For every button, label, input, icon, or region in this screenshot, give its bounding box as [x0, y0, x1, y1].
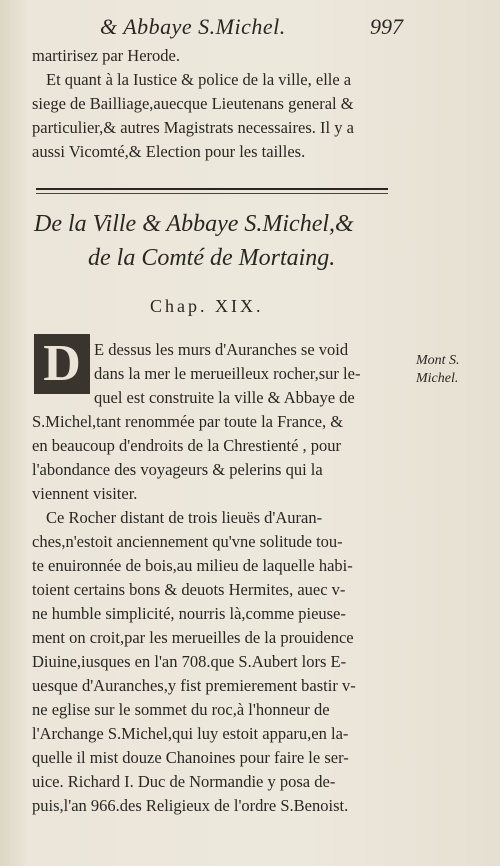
text-line: aussi Vicomté,& Election pour les tailles.: [32, 142, 306, 161]
paragraph-1: [32, 335, 392, 506]
section-divider: [36, 188, 388, 190]
text-line: martirisez par Herode.: [32, 46, 180, 65]
heading-line: de la Comté de Mortaing.: [88, 245, 336, 271]
text-line: puis,l'an 966.des Religieux de l'ordre S.Benoist.: [32, 796, 349, 815]
text-line: quelle il mist douze Chanoines pour faire le ser-: [32, 748, 349, 767]
text-line: dans la mer le merueilleux rocher,sur le-: [94, 364, 361, 383]
text-line: quel est construite la ville & Abbaye de: [94, 388, 355, 407]
dropcap-letter: D: [43, 335, 81, 392]
text-line: l'Archange S.Michel,qui luy estoit apparu,en la-: [32, 724, 349, 743]
chapter-title: Chap. XIX.: [150, 296, 264, 316]
text-line: Ce Rocher distant de trois lieuës d'Auran-: [46, 508, 323, 527]
text-line: en beaucoup d'endroits de la Chrestienté , pour: [32, 436, 342, 455]
text-line: ne eglise sur le sommet du roc,à l'honneur de: [32, 700, 330, 719]
top-paragraph: [32, 44, 392, 164]
text-line: S.Michel,tant renommée par toute la France, &: [32, 412, 344, 431]
text-line: uice. Richard I. Duc de Normandie y posa de-: [32, 772, 336, 791]
section-heading: [34, 207, 394, 275]
text-line: Diuine,iusques en l'an 708.que S.Aubert lors E-: [32, 652, 347, 671]
text-line: Et quant à la Iustice & police de la ville, elle a: [46, 70, 352, 89]
text-line: viennent visiter.: [32, 484, 138, 503]
page-number: 997: [370, 14, 403, 39]
paragraph-2: [32, 506, 392, 818]
text-line: uesque d'Auranches,y fist premierement bastir v-: [32, 676, 356, 695]
margin-note-line: Mont S.: [416, 353, 460, 368]
margin-note-line: Michel.: [416, 371, 459, 386]
text-line: ment on croit,par les merueilles de la prouidence: [32, 628, 354, 647]
text-line: siege de Bailliage,auecque Lieutenans general &: [32, 94, 354, 113]
text-line: l'abondance des voyageurs & pelerins qui la: [32, 460, 323, 479]
heading-line: De la Ville & Abbaye S.Michel,&: [34, 211, 354, 237]
text-line: E dessus les murs d'Auranches se void: [94, 340, 349, 359]
margin-note: [416, 352, 486, 388]
text-line: toient certains bons & deuots Hermites, auec v-: [32, 580, 346, 599]
text-line: ches,n'estoit anciennement qu'vne solitude tou-: [32, 532, 343, 551]
text-line: te enuironnée de bois,au milieu de laquelle habi-: [32, 556, 353, 575]
text-line: ne humble simplicité, nourris là,comme pieuse-: [32, 604, 346, 623]
running-head: & Abbaye S.Michel.: [100, 14, 286, 39]
text-line: particulier,& autres Magistrats necessaires. Il y a: [32, 118, 354, 137]
